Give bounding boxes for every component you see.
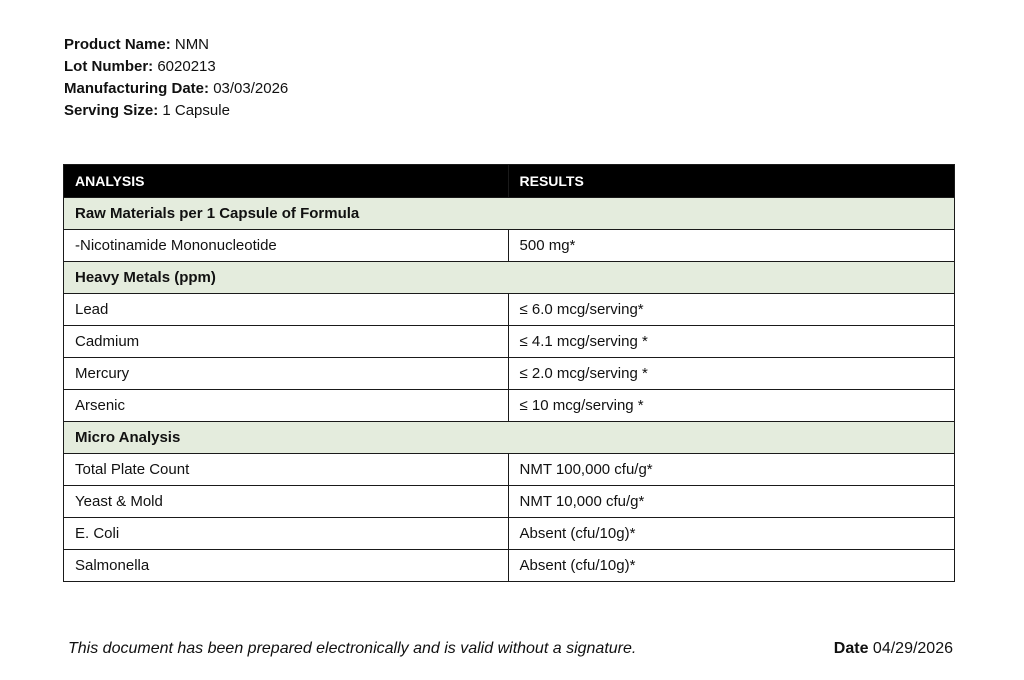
table-row (64, 294, 955, 326)
serving-size-label: Serving Size: (64, 102, 159, 119)
lot-number-label: Lot Number: (64, 58, 154, 75)
electronic-document-note: This document has been prepared electronically and is valid without a signature. (68, 640, 637, 657)
analysis-cell: Cadmium (64, 326, 509, 358)
result-cell: Absent (cfu/10g)* (508, 550, 954, 582)
result-cell: NMT 100,000 cfu/g* (508, 454, 954, 486)
section-title: Raw Materials per 1 Capsule of Formula (64, 198, 955, 230)
analysis-cell: -Nicotinamide Mononucleotide (64, 230, 509, 262)
date-label: Date (833, 640, 869, 657)
product-name-value: NMN (174, 36, 210, 53)
lot-number-row (64, 56, 288, 78)
table-header-row (64, 165, 955, 198)
analysis-cell: Mercury (64, 358, 509, 390)
analysis-cell: Arsenic (64, 390, 509, 422)
table-row (64, 390, 955, 422)
product-name-row (64, 34, 288, 56)
analysis-table (63, 164, 955, 582)
document-date (834, 640, 953, 658)
section-row-micro-analysis (64, 422, 955, 454)
analysis-column-header: ANALYSIS (64, 165, 509, 198)
lot-number-value: 6020213 (157, 58, 216, 75)
result-cell: ≤ 2.0 mcg/serving * (508, 358, 954, 390)
analysis-cell: Total Plate Count (64, 454, 509, 486)
analysis-cell: Lead (64, 294, 509, 326)
table-row (64, 518, 955, 550)
analysis-cell: Salmonella (64, 550, 509, 582)
result-cell: ≤ 10 mcg/serving * (508, 390, 954, 422)
section-row-heavy-metals (64, 262, 955, 294)
serving-size-row (64, 100, 288, 122)
result-cell: ≤ 4.1 mcg/serving * (508, 326, 954, 358)
table-row (64, 326, 955, 358)
table-row (64, 486, 955, 518)
manufacturing-date-value: 03/03/2026 (213, 80, 289, 97)
result-cell: ≤ 6.0 mcg/serving* (508, 294, 954, 326)
manufacturing-date-label: Manufacturing Date: (64, 80, 210, 97)
date-value: 04/29/2026 (872, 640, 953, 657)
section-title: Micro Analysis (64, 422, 955, 454)
analysis-cell: E. Coli (64, 518, 509, 550)
results-column-header: RESULTS (508, 165, 954, 198)
section-title: Heavy Metals (ppm) (64, 262, 955, 294)
table-row (64, 358, 955, 390)
result-cell: NMT 10,000 cfu/g* (508, 486, 954, 518)
manufacturing-date-row (64, 78, 288, 100)
serving-size-value: 1 Capsule (162, 102, 230, 119)
table-row (64, 230, 955, 262)
section-row-raw-materials (64, 198, 955, 230)
result-cell: Absent (cfu/10g)* (508, 518, 954, 550)
result-cell: 500 mg* (508, 230, 954, 262)
table-row (64, 454, 955, 486)
product-info (64, 34, 288, 122)
analysis-cell: Yeast & Mold (64, 486, 509, 518)
table-row (64, 550, 955, 582)
product-name-label: Product Name: (64, 36, 171, 53)
